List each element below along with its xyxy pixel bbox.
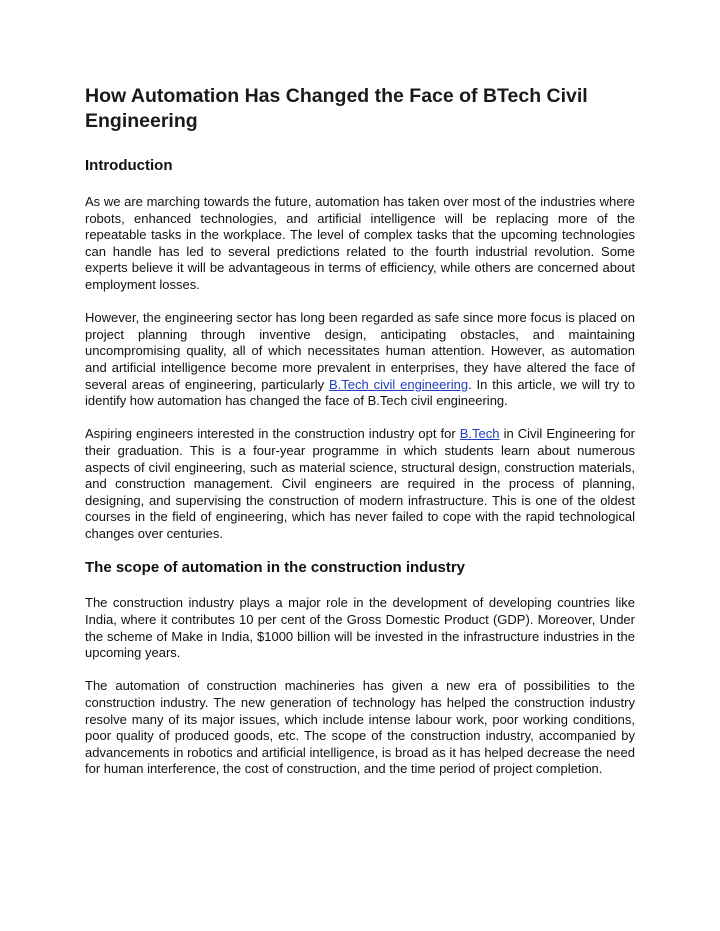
paragraph-1: As we are marching towards the future, automation has taken over most of the industries where robots, enhanced technologies, and artificial intelligence will be replacing more of the repeatable tasks in the workplace. The level of complex tasks that the upcoming technologies can handle has led to several predictions related to the fourth industrial revolution. Some experts believe it will be advantageous in terms of efficiency, while others are concerned about employment losses. (85, 194, 635, 292)
paragraph-4: The construction industry plays a major role in the development of developing countries like India, where it contributes 10 per cent of the Gross Domestic Product (GDP). Moreover, Under the scheme of Make in India, $1000 billion will be invested in the infrastructure industries in the upcoming years. (85, 595, 635, 661)
document-page (85, 84, 635, 778)
paragraph-5: The automation of construction machineries has given a new era of possibilities to the construction industry. The new generation of technology has helped the construction industry resolve many of its major issues, which include intense labour work, poor working conditions, poor quality of produced goods, etc. The scope of the construction industry, accompanied by advancements in robotics and artificial intelligence, is broad as it has helped decrease the need for human interference, the cost of construction, and the time period of project completion. (85, 678, 635, 777)
paragraph-3-text-before: Aspiring engineers interested in the construction industry opt for (85, 426, 460, 442)
btech-link[interactable]: B.Tech (459, 426, 500, 442)
paragraph-2-text-after: . In this article, we will try to identify how automation has changed the face of B.Tech civil engineering. (85, 376, 635, 409)
btech-civil-engineering-link[interactable]: B.Tech civil engineering (328, 376, 469, 392)
section-heading-scope: The scope of automation in the construction industry (85, 559, 466, 577)
paragraph-2-text-before: However, the engineering sector has long been regarded as safe since more focus is placed on project planning through inventive design, anticipating obstacles, and maintaining uncompromising quality, all of which necessitates human attention. However, as automation and artificial intelligence become more prevalent in enterprises, they have altered the face of several areas of engineering, particularly (85, 310, 635, 392)
paragraph-3-text-after: in Civil Engineering for their graduation. This is a four-year programme in which students learn about numerous aspects of civil engineering, such as material science, structural design, construction materials, and construction management. Civil engineers are required in the process of planning, designing, and supervising the construction of modern infrastructure. This is one of the oldest courses in the field of engineering, which has never failed to cope with the rapid technological changes over centuries. (85, 426, 635, 541)
paragraph-2 (85, 310, 635, 410)
page-title: How Automation Has Changed the Face of BTech Civil Engineering (85, 85, 588, 132)
section-heading-introduction: Introduction (85, 157, 173, 174)
paragraph-3 (85, 426, 635, 542)
